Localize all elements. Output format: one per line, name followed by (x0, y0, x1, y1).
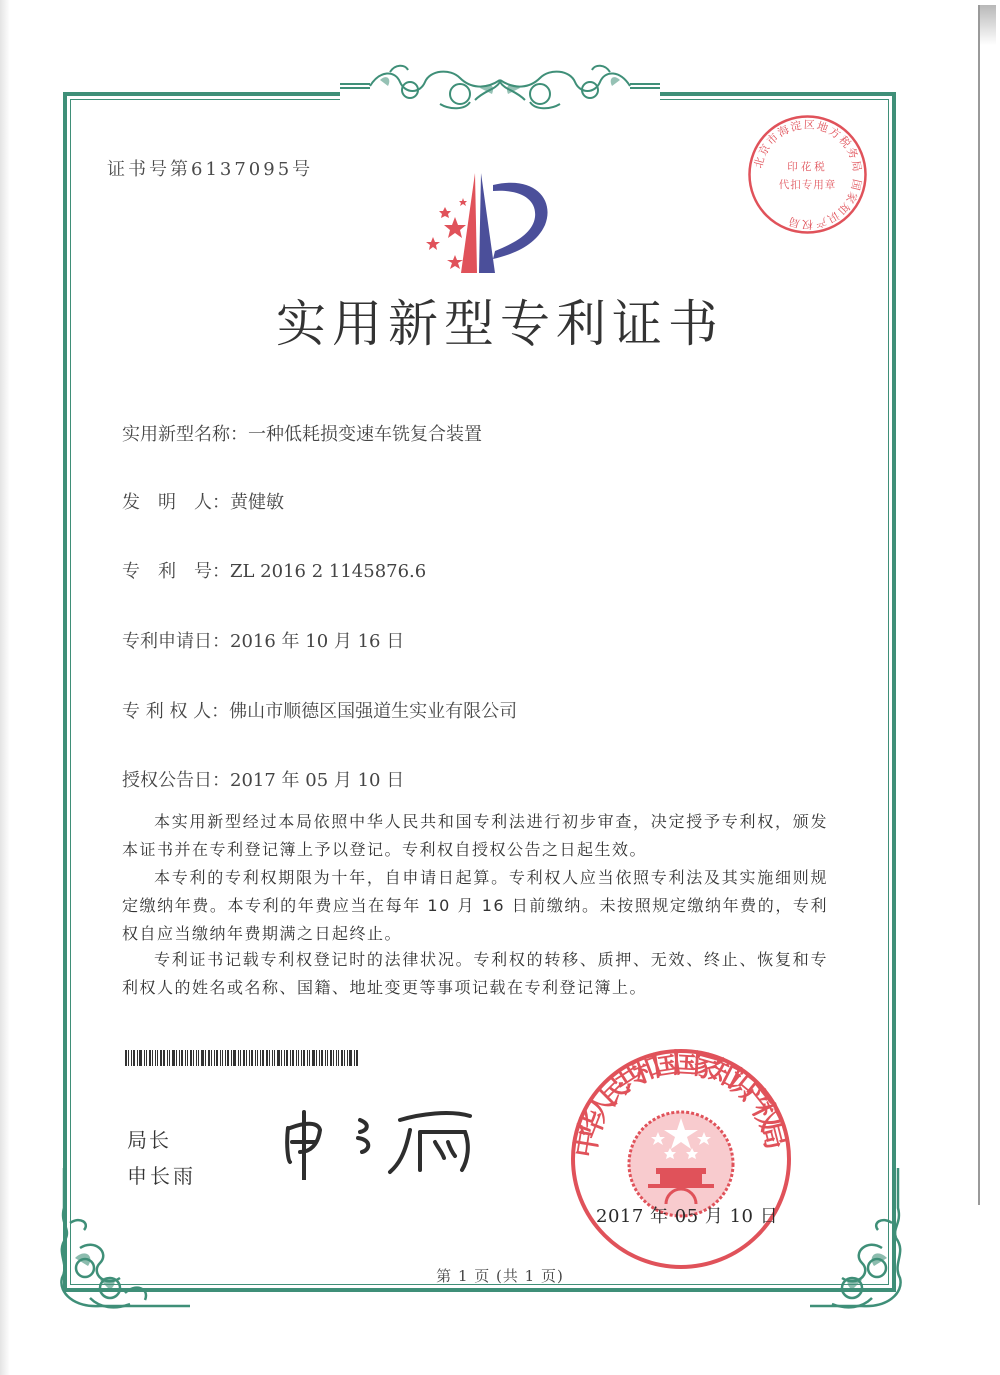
barcode-bar (325, 1050, 326, 1066)
scan-edge-left (0, 0, 10, 1375)
barcode-bar (290, 1050, 291, 1066)
barcode-bar (179, 1050, 180, 1066)
barcode-bar (298, 1050, 299, 1066)
barcode-bar (190, 1050, 192, 1066)
barcode-bar (216, 1050, 218, 1066)
barcode (125, 1050, 365, 1066)
floral-corner-icon (810, 1168, 960, 1318)
barcode-bar (238, 1050, 239, 1066)
barcode-bar (257, 1050, 258, 1066)
field-value: 一种低耗损变速车铣复合装置 (248, 424, 482, 445)
field-label: 专 利 号： (122, 561, 230, 582)
barcode-bar (137, 1050, 138, 1066)
barcode-bar (181, 1050, 183, 1066)
svg-text:中华人民共和国国家知识产权局: 中华人民共和国国家知识产权局 (568, 1046, 793, 1161)
barcode-bar (133, 1050, 135, 1066)
barcode-bar (146, 1050, 147, 1066)
barcode-bar (303, 1050, 305, 1066)
barcode-bar (330, 1050, 332, 1066)
field-application-date (122, 627, 404, 653)
barcode-bar (347, 1050, 348, 1066)
cnipa-logo-icon (405, 155, 565, 275)
barcode-bar (341, 1050, 343, 1066)
barcode-bar (286, 1050, 288, 1066)
svg-text:代扣专用章: 代扣专用章 (778, 179, 837, 191)
barcode-bar (243, 1050, 245, 1066)
barcode-bar (167, 1050, 168, 1066)
barcode-bar (222, 1050, 223, 1066)
certificate-number: 证书号第6137095号 (107, 159, 314, 180)
barcode-bar (249, 1050, 250, 1066)
field-utility-model-name (122, 420, 482, 446)
field-value: 黄健敏 (230, 492, 284, 513)
barcode-bar (201, 1050, 204, 1066)
barcode-bar (169, 1050, 170, 1066)
barcode-bar (157, 1050, 158, 1066)
barcode-bar (327, 1050, 328, 1066)
field-patentee (122, 697, 517, 723)
paragraph-legal-status: 专利证书记载专利权登记时的法律状况。专利权的转移、质押、无效、终止、恢复和专利权人的姓名或名称、国籍、地址变更等事项记载在专利登记簿上。 (122, 950, 828, 997)
barcode-bar (309, 1050, 310, 1066)
barcode-bar (160, 1050, 162, 1066)
barcode-bar (172, 1050, 175, 1066)
field-label: 发 明 人： (122, 492, 230, 513)
barcode-bar (220, 1050, 221, 1066)
barcode-bar (176, 1050, 177, 1066)
barcode-bar (266, 1050, 268, 1066)
barcode-bar (255, 1050, 256, 1066)
barcode-bar (338, 1050, 339, 1066)
barcode-bar (344, 1050, 345, 1066)
paragraph-grant-statement: 本实用新型经过本局依照中华人民共和国专利法进行初步审查，决定授予专利权，颁发本证书并在专利登记簿上予以登记。专利权自授权公告之日起生效。 (122, 812, 828, 859)
barcode-bar (196, 1050, 197, 1066)
barcode-bar (260, 1050, 261, 1066)
floral-ornament-icon (340, 60, 660, 116)
barcode-bar (301, 1050, 302, 1066)
scan-edge-shade (978, 5, 996, 45)
barcode-bar (187, 1050, 188, 1066)
paragraph-term-fees: 本专利的专利权期限为十年，自申请日起算。专利权人应当依照专利法及其实施细则规定缴纳年费。本专利的年费应当在每年 10 月 16 日前缴纳。未按照规定缴纳年费的，专利权自应当缴纳年费期满之日起终止。 (122, 868, 828, 943)
barcode-bar (312, 1050, 315, 1066)
barcode-bar (356, 1050, 358, 1066)
scan-edge-right (978, 5, 980, 1205)
barcode-bar (211, 1050, 212, 1066)
barcode-bar (274, 1050, 275, 1066)
barcode-bar (262, 1050, 264, 1066)
office-seal (568, 1046, 794, 1272)
barcode-bar (225, 1050, 226, 1066)
barcode-bar (296, 1050, 297, 1066)
barcode-bar (149, 1050, 151, 1066)
field-patent-number (122, 557, 426, 583)
barcode-bar (307, 1050, 308, 1066)
national-emblem-icon (629, 1112, 733, 1216)
barcode-bar (144, 1050, 145, 1066)
barcode-bar (333, 1050, 334, 1066)
field-label: 授权公告日： (122, 770, 230, 791)
barcode-bar (128, 1050, 129, 1066)
barcode-bar (269, 1050, 270, 1066)
barcode-bar (139, 1050, 142, 1066)
barcode-bar (152, 1050, 153, 1066)
barcode-bar (246, 1050, 247, 1066)
director-name: 申长雨 (127, 1164, 196, 1188)
svg-text:印花税: 印花税 (787, 161, 828, 173)
barcode-bar (185, 1050, 186, 1066)
barcode-bar (321, 1050, 323, 1066)
barcode-bar (208, 1050, 210, 1066)
barcode-bar (125, 1050, 127, 1066)
field-value: 2016 年 10 月 16 日 (230, 631, 405, 652)
barcode-bar (231, 1050, 232, 1066)
field-label: 专 利 权 人： (122, 701, 230, 722)
barcode-bar (198, 1050, 199, 1066)
issue-date: 2017 年 05 月 10 日 (596, 1206, 779, 1227)
barcode-bar (319, 1050, 320, 1066)
field-value: 佛山市顺德区国强道生实业有限公司 (229, 701, 518, 722)
tax-stamp (745, 112, 870, 237)
barcode-bar (240, 1050, 241, 1066)
page-title: 实用新型专利证书 (276, 295, 724, 353)
barcode-bar (277, 1050, 280, 1066)
floral-corner-icon (40, 1168, 190, 1318)
barcode-bar (205, 1050, 206, 1066)
barcode-bar (272, 1050, 273, 1066)
barcode-bar (227, 1050, 229, 1066)
barcode-bar (281, 1050, 282, 1066)
field-value: ZL 2016 2 1145876.6 (230, 561, 427, 582)
barcode-bar (292, 1050, 294, 1066)
barcode-bar (193, 1050, 194, 1066)
svg-text:北京市海淀区地方税务局 国家知识产权局: 北京市海淀区地方税务局 国家知识产权局 (751, 118, 864, 231)
field-label: 实用新型名称： (122, 424, 248, 445)
barcode-bar (214, 1050, 215, 1066)
field-grant-announcement-date (122, 766, 404, 792)
barcode-bar (284, 1050, 285, 1066)
barcode-bar (131, 1050, 132, 1066)
director-title: 局长 (127, 1128, 171, 1152)
barcode-bar (354, 1050, 355, 1066)
field-label: 专利申请日： (122, 631, 230, 652)
barcode-bar (251, 1050, 253, 1066)
barcode-bar (233, 1050, 236, 1066)
barcode-bar (316, 1050, 317, 1066)
page-number: 第 1 页 (共 1 页) (436, 1267, 564, 1285)
field-value: 2017 年 05 月 10 日 (230, 770, 405, 791)
barcode-bar (349, 1050, 352, 1066)
director-signature (280, 1100, 490, 1180)
barcode-bar (336, 1050, 337, 1066)
barcode-bar (163, 1050, 165, 1066)
barcode-bar (155, 1050, 156, 1066)
field-inventor (122, 488, 284, 514)
